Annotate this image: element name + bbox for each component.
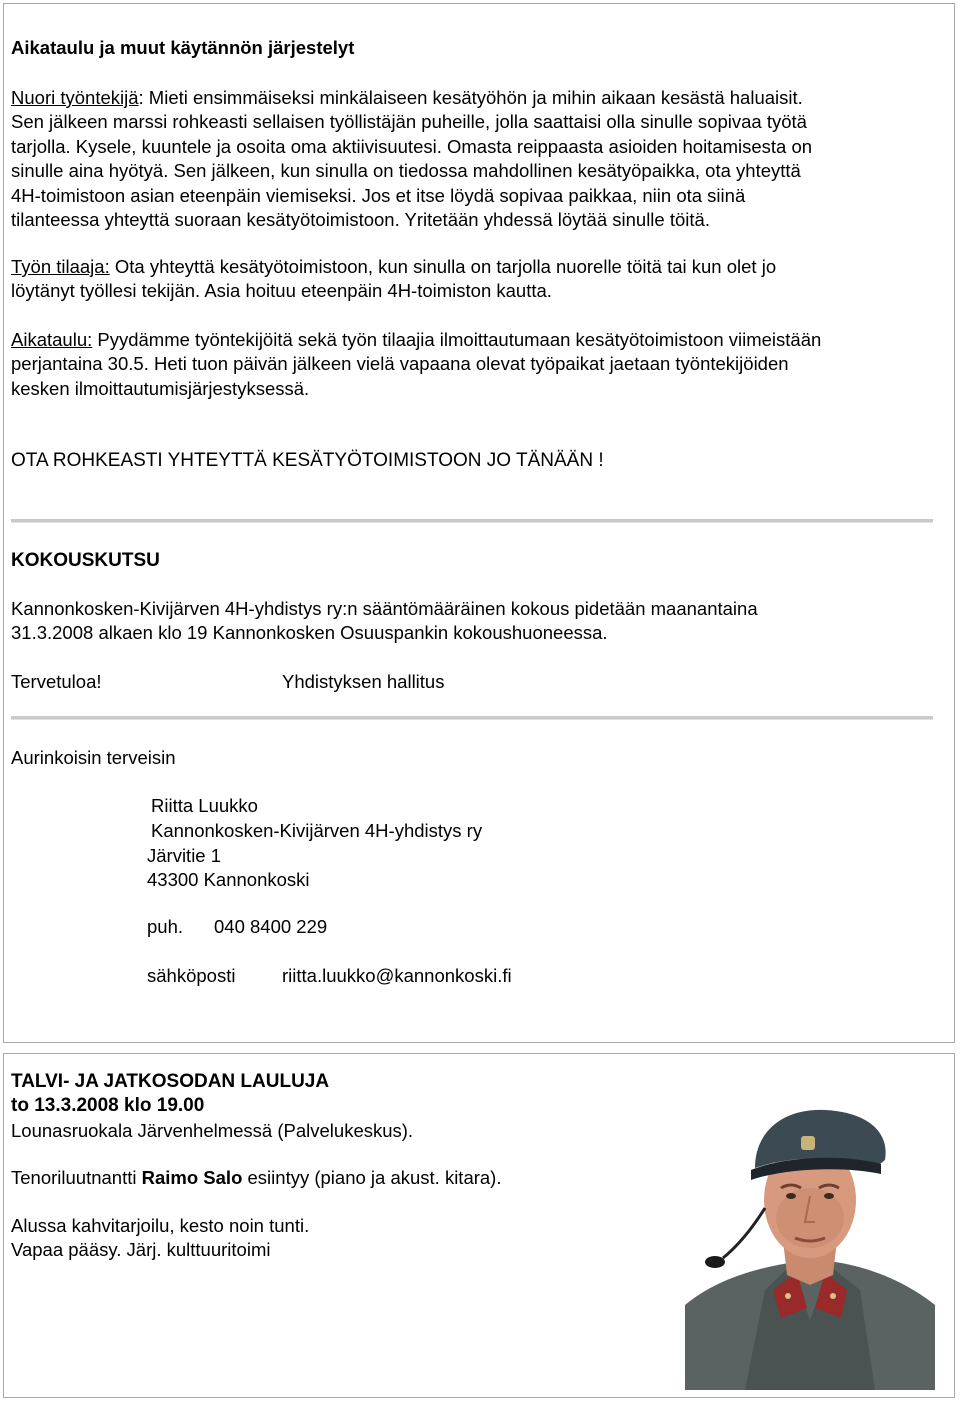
employer-first-line: Työn tilaaja: Ota yhteyttä kesätyötoimistoon, kun sinulla on tarjolla nuorelle töitä tai kun olet jo xyxy=(11,256,777,277)
worker-line: sinulle aina hyötyä. Sen jälkeen, kun sinulla on tiedossa mahdollinen kesätyöpaikka, ota yhteyttä xyxy=(11,160,801,182)
worker-label: Nuori työntekijä xyxy=(11,87,139,108)
worker-line: tilanteessa yhteyttä suoraan kesätyötoimistoon. Yritetään yhdessä löytää sinulle töitä. xyxy=(11,209,710,231)
event-date: to 13.3.2008 klo 19.00 xyxy=(11,1095,205,1116)
meeting-paragraph xyxy=(11,597,941,646)
employer-line: löytänyt työllesi tekijän. Asia hoituu eteenpäin 4H-toimiston kautta. xyxy=(11,280,552,302)
event-performer: Tenoriluutnantti Raimo Salo esiintyy (piano ja akust. kitara). xyxy=(11,1167,502,1188)
worker-line: Sen jälkeen marssi rohkeasti sellaisen työllistäjän puheille, jolla saattaisi olla sinulle sopivaa työtä xyxy=(11,111,807,133)
event-info: Vapaa pääsy. Järj. kulttuuritoimi xyxy=(11,1239,271,1260)
schedule-line: perjantaina 30.5. Heti tuon päivän jälkeen vielä vapaana olevat työpaikat jaetaan työntekijöiden xyxy=(11,353,789,375)
schedule-label: Aikataulu: xyxy=(11,329,93,350)
worker-first-line: Nuori työntekijä: Mieti ensimmäiseksi minkälaiseen kesätyöhön ja mihin aikaan kesästä haluaisit. xyxy=(11,87,803,108)
meeting-line: Kannonkosken-Kivijärven 4H-yhdistys ry:n sääntömääräinen kokous pidetään maanantaina xyxy=(11,598,758,619)
welcome-text: Tervetuloa! xyxy=(11,671,102,692)
board-signature: Yhdistyksen hallitus xyxy=(282,671,445,692)
phone-number: 040 8400 229 xyxy=(214,916,328,937)
greeting-text: Aurinkoisin terveisin xyxy=(11,747,176,768)
performer-name: Raimo Salo xyxy=(141,1167,243,1188)
worker-paragraph xyxy=(11,86,941,232)
contact-city: 43300 Kannonkoski xyxy=(147,869,310,890)
performer-photo xyxy=(685,1090,935,1390)
phone-label: puh. xyxy=(147,916,184,937)
worker-line: tarjolla. Kysele, kuuntele ja osoita oma aktiivisuutesi. Omasta reippaasta asioiden hoitamisesta on xyxy=(11,135,813,157)
contact-name: Riitta Luukko xyxy=(151,795,258,816)
callout-text: OTA ROHKEASTI YHTEYTTÄ KESÄTYÖTOIMISTOON JO TÄNÄÄN ! xyxy=(11,450,604,471)
employer-paragraph xyxy=(11,255,941,304)
contact-organization: Kannonkosken-Kivijärven 4H-yhdistys ry xyxy=(151,820,483,841)
employer-label: Työn tilaaja: xyxy=(11,256,110,277)
meeting-title: KOKOUSKUTSU xyxy=(11,550,160,571)
divider xyxy=(11,519,933,523)
event-info: Alussa kahvitarjoilu, kesto noin tunti. xyxy=(11,1215,310,1236)
email-label: sähköposti xyxy=(147,965,236,986)
section-title: Aikataulu ja muut käytännön järjestelyt xyxy=(11,37,355,58)
divider xyxy=(11,716,933,720)
schedule-line: kesken ilmoittautumisjärjestyksessä. xyxy=(11,377,310,399)
schedule-paragraph xyxy=(11,328,941,401)
worker-line: 4H-toimistoon asian eteenpäin viemiseksi. Jos et itse löydä sopivaa paikkaa, niin ota siinä xyxy=(11,184,746,206)
meeting-line: 31.3.2008 alkaen klo 19 Kannonkosken Osuuspankin kokoushuoneessa. xyxy=(11,622,608,644)
event-place: Lounasruokala Järvenhelmessä (Palvelukeskus). xyxy=(11,1120,414,1141)
email-address: riitta.luukko@kannonkoski.fi xyxy=(282,965,512,986)
event-title: TALVI- JA JATKOSODAN LAULUJA xyxy=(11,1071,330,1092)
contact-street: Järvitie 1 xyxy=(147,845,222,866)
schedule-first-line: Aikataulu: Pyydämme työntekijöitä sekä työn tilaajia ilmoittautumaan kesätyötoimistoon viimeistään xyxy=(11,329,822,350)
